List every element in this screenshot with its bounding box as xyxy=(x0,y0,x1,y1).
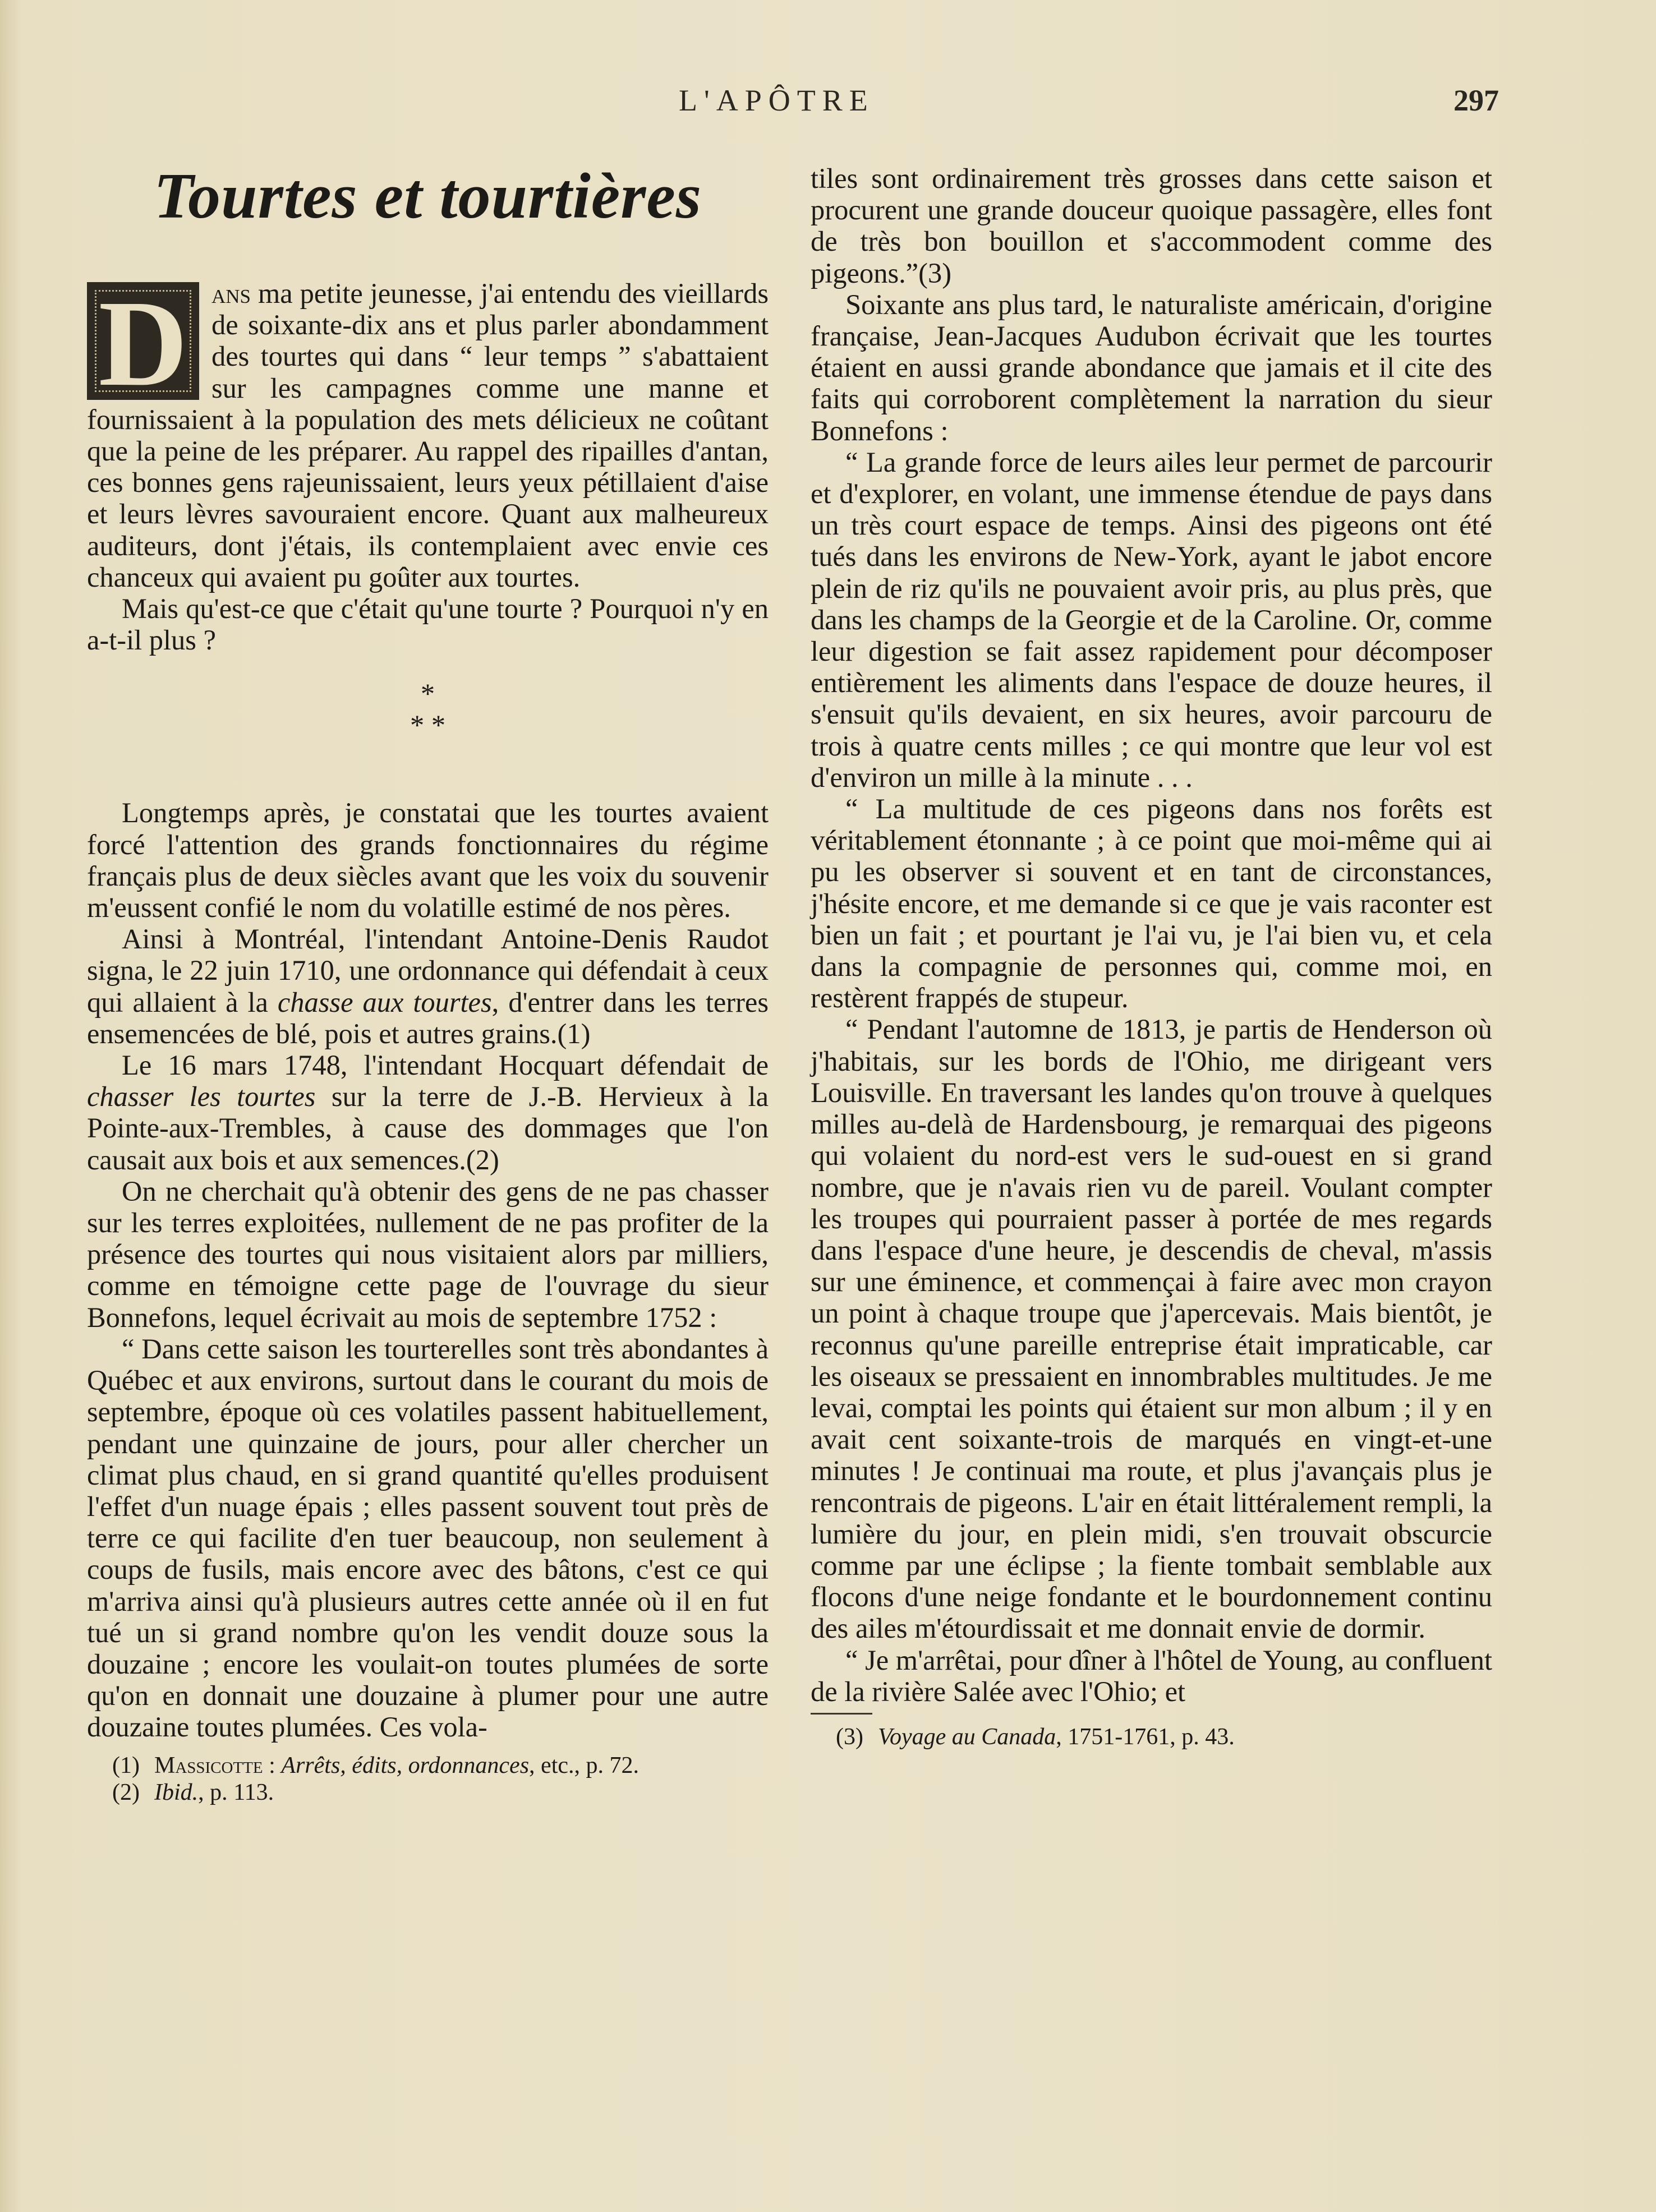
paragraph-6: On ne cherchait qu'à obtenir des gens de ne pas chasser sur les terres exploitées, nullement de ne pas profiter de la présence des tourtes qui nous visitaient alors par milliers, comme en témoigne cette page de l'ouvrage du sieur Bonnefons, lequel écrivait au mois de septembre 1752 : xyxy=(87,1175,769,1333)
right-paragraph-1: tiles sont ordinairement très grosses dans cette saison et procurent une grande douceur quoique passagère, elles font de très bon bouillon et s'accommodent comme des pigeons.”(3) xyxy=(811,163,1492,289)
paragraph-4-text-a: Ainsi à Montréal, l'intendant Antoine-Denis Raudot signa, le 22 juin 1710, une ordonnance qui défendait à ceux qui allaient à la xyxy=(87,923,769,1018)
quote-audubon-3: “ Pendant l'automne de 1813, je partis de Henderson où j'habitais, sur les bords de l'Ohio, me dirigeant vers Louisville. En traversant les landes qu'on trouve à quelques milles au-delà de Hardensbourg, je remarquai des pigeons qui volaient du nord-est vers le sud-ouest en si grand nombre, que je n'avais rien vu de pareil. Voulant compter les troupes qui pourraient passer à portée de mes regards dans l'espace d'une heure, je descendis de cheval, m'assis sur une éminence, et commençai à faire avec mon crayon un point à chaque troupe que j'apercevais. Mais bientôt, je reconnus qu'une pareille entreprise était impraticable, car les oiseaux se pressaient en innombrables multitudes. Je me levai, comptai les points qui étaient sur mon album ; il y en avait cent soixante-trois de marqués en vingt-et-une minutes ! Je continuai ma route, et plus j'avançais plus je rencontrais de pigeons. L'air en était littéralement rempli, la lumière du jour, en plein midi, s'en trouvait obscurcie comme par une éclipse ; la fiente tombait semblable aux flocons d'une neige fondante et le bourdonnement continu des ailes m'étourdissait et me donnait envie de dormir. xyxy=(811,1013,1492,1644)
quote-audubon-4: “ Je m'arrêtai, pour dîner à l'hôtel de Young, au confluent de la rivière Salée avec l'Ohio; et xyxy=(811,1644,1492,1707)
footnote-1-rest: , etc., p. 72. xyxy=(529,1752,639,1778)
footnote-3-number: (3) xyxy=(836,1723,863,1750)
footnote-1 xyxy=(87,1752,769,1779)
left-column xyxy=(87,160,769,1806)
page-number: 297 xyxy=(1453,84,1499,117)
article-title: Tourtes et tourtières xyxy=(153,160,702,232)
paragraph-1 xyxy=(87,275,769,593)
footnote-1-sep: : xyxy=(263,1752,282,1778)
section-separator xyxy=(87,678,769,775)
footnote-3-title: Voyage au Canada xyxy=(877,1723,1056,1750)
footnote-2-title: Ibid. xyxy=(154,1779,199,1805)
dropcap-ornament xyxy=(87,275,199,412)
footnotes-right xyxy=(811,1723,1492,1750)
paragraph-1-smallcaps: ans xyxy=(211,278,251,309)
footnote-2 xyxy=(87,1779,769,1806)
separator-star: * xyxy=(420,678,435,710)
right-paragraph-2: Soixante ans plus tard, le naturaliste américain, d'origine française, Jean-Jacques Audubon écrivait que les tourtes étaient en aussi grande abondance que jamais et il cite des faits qui corroborent complètement la narration du sieur Bonnefons : xyxy=(811,288,1492,446)
footnote-rule xyxy=(811,1713,872,1715)
footnote-3 xyxy=(811,1723,1492,1750)
footnote-3-rest: , 1751-1761, p. 43. xyxy=(1056,1723,1235,1750)
quote-audubon-1: “ La grande force de leurs ailes leur permet de parcourir et d'explorer, en volant, une immense étendue de pays dans un très court espace de temps. Ainsi des pigeons ont été tués dans les environs de New-York, ayant le jabot encore plein de riz qu'ils ne pouvaient avoir pris, au plus près, que dans les champs de la Georgie et de la Caroline. Or, comme leur digestion se fait assez rapidement pour décomposer entièrement les aliments dans l'espace de douze heures, il s'ensuit qu'ils devaient, en six heures, avoir parcouru de trois à quatre cents milles ; ce qui montre que leur vol est d'environ un mille à la minute . . . xyxy=(811,446,1492,793)
footnote-2-number: (2) xyxy=(112,1779,140,1805)
quote-audubon-2: “ La multitude de ces pigeons dans nos forêts est véritablement étonnante ; à ce point que moi-même qui ai pu les observer si souvent et en tant de circonstances, j'hésite encore, et me demande si ce que je vais raconter est bien un fait ; et pourtant je l'ai vu, je l'ai bien vu, et cela dans la compagnie de personnes qui, comme moi, en restèrent frappés de stupeur. xyxy=(811,793,1492,1014)
footnote-2-rest: , p. 113. xyxy=(198,1779,274,1805)
paragraph-5-text-b: sur la terre de J.-B. Hervieux à la Pointe-aux-Trembles, à cause des dommages que l'on causait aux bois et aux semences.(2) xyxy=(87,1081,769,1176)
separator-stars: * * xyxy=(410,709,446,741)
paragraph-1-text: ma petite jeunesse, j'ai entendu des vieillards de soixante-dix ans et plus parler abondamment des tourtes qui dans “ leur temps ” s'abattaient sur les campagnes comme une manne et fournissaient à la population des mets délicieux ne coûtant que la peine de les préparer. Au rappel des ripailles d'antan, ces bonnes gens rajeunissaient, leurs yeux pétillaient d'aise et leurs lèvres savouraient encore. Quant aux malheureux auditeurs, dont j'étais, ils contemplaient avec envie ces chanceux qui avaient pu goûter aux tourtes. xyxy=(87,278,769,593)
paragraph-4 xyxy=(87,923,769,1049)
footnote-1-number: (1) xyxy=(112,1752,140,1778)
paragraph-3: Longtemps après, je constatai que les tourtes avaient forcé l'attention des grands fonctionnaires du régime français plus de deux siècles avant que les voix du souvenir m'eussent confié le nom du volatille estimé de nos pères. xyxy=(87,797,769,924)
paragraph-5 xyxy=(87,1049,769,1176)
dropcap-letter: D xyxy=(98,275,188,412)
running-head: L'APÔTRE xyxy=(679,84,875,117)
footnotes-left xyxy=(87,1752,769,1806)
paragraph-5-italic: chasser les tourtes xyxy=(87,1081,316,1113)
paragraph-2: Mais qu'est-ce que c'était qu'une tourte ? Pourquoi n'y en a-t-il plus ? xyxy=(87,593,769,656)
footnote-1-author: Massicotte xyxy=(154,1752,263,1778)
quote-bonnefons: “ Dans cette saison les tourterelles sont très abondantes à Québec et aux environs, surtout dans le courant du mois de septembre, époque où ces volatiles passent habituellement, pendant une quinzaine de jours, pour aller chercher un climat plus chaud, en si grand quantité qu'elles produisent l'effet d'un nuage épais ; elles passent souvent tout près de terre ce qui facilite d'en tuer beaucoup, non seulement à coups de fusils, mais encore avec des bâtons, c'est ce qui m'arriva ainsi qu'à plusieurs autres cette année où il en fut tué un si grand nombre qu'on les vendit douze sous la douzaine ; encore les voulait-on toutes plumées de sorte qu'on en donnait une douzaine à plumer pour une autre douzaine toutes plumées. Ces vola- xyxy=(87,1333,769,1743)
footnote-1-title: Arrêts, édits, ordonnances xyxy=(281,1752,530,1778)
right-column xyxy=(811,163,1492,1750)
paragraph-4-italic: chasse aux tourtes xyxy=(277,986,492,1018)
paragraph-5-text-a: Le 16 mars 1748, l'intendant Hocquart défendait de xyxy=(122,1049,769,1081)
paragraph-4-text-b: , d'entrer dans les terres ensemencées de blé, pois et autres grains.(1) xyxy=(87,986,769,1049)
